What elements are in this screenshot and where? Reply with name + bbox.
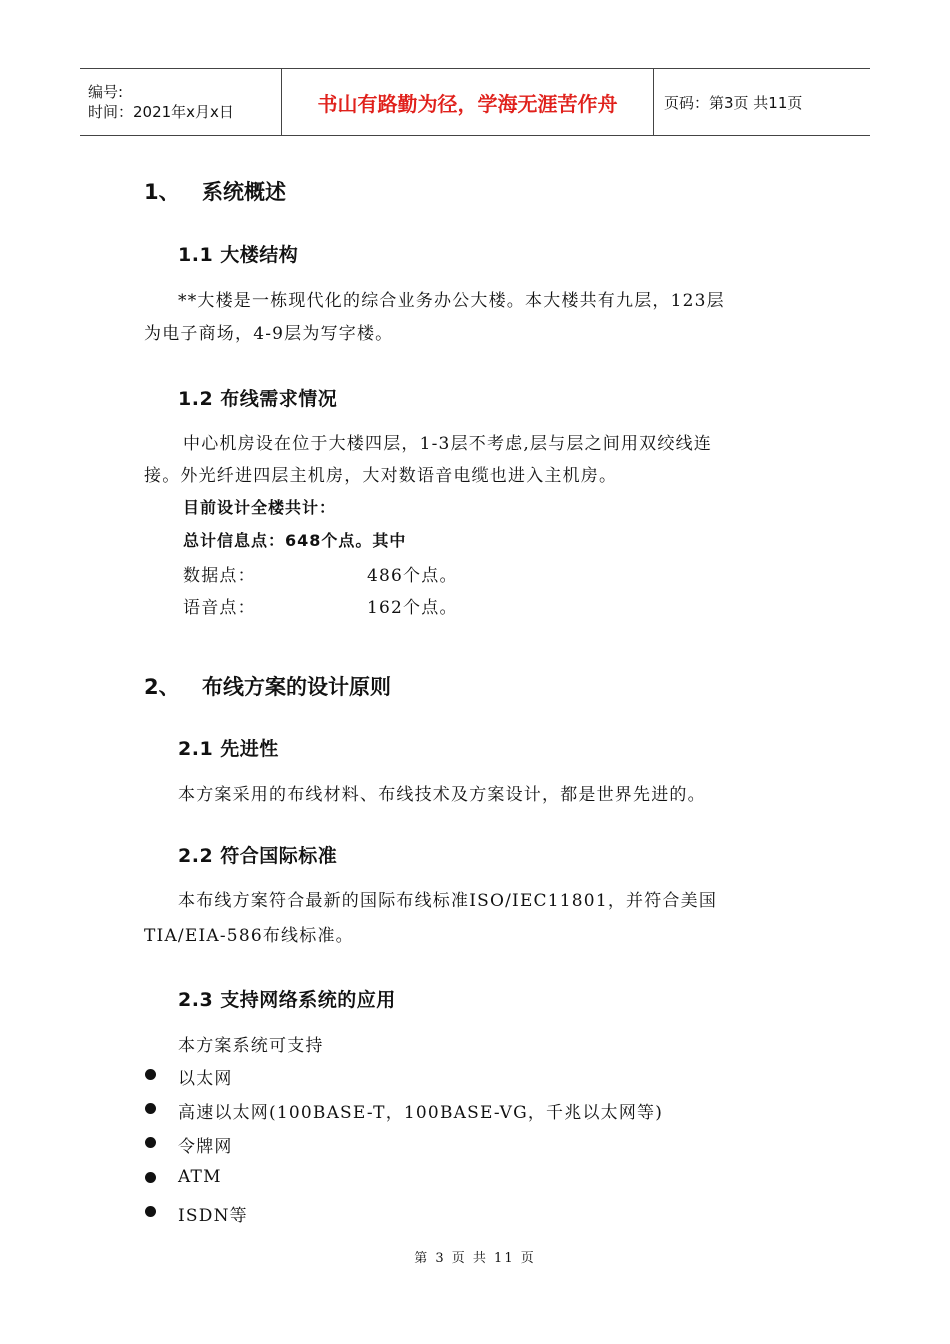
list-item: ATM <box>178 1167 222 1187</box>
section-1-number: 1、 <box>144 180 180 204</box>
voice-points-value: 162个点。 <box>367 598 458 618</box>
section-2-heading <box>144 671 391 701</box>
paragraph-line: **大楼是一栋现代化的综合业务办公大楼。本大楼共有九层，123层 <box>178 291 725 311</box>
data-points-row <box>183 561 458 586</box>
paragraph-line: 本方案采用的布线材料、布线技术及方案设计，都是世界先进的。 <box>178 785 706 805</box>
list-item: ISDN等 <box>178 1206 248 1226</box>
page-header <box>80 68 870 136</box>
bullet-icon <box>145 1206 156 1217</box>
paragraph-line: 本布线方案符合最新的国际布线标准ISO/IEC11801，并符合美国 <box>178 891 718 911</box>
section-2-number: 2、 <box>144 675 180 699</box>
section-2-3-title: 2.3 支持网络系统的应用 <box>178 989 396 1011</box>
paragraph-line: 中心机房设在位于大楼四层，1-3层不考虑,层与层之间用双绞线连 <box>183 434 712 454</box>
header-number-label: 编号: <box>88 83 124 101</box>
voice-points-row <box>183 593 458 618</box>
bullet-icon <box>145 1137 156 1148</box>
page-footer: 第 3 页 共 11 页 <box>414 1251 536 1266</box>
section-2-title: 布线方案的设计原则 <box>202 675 391 699</box>
header-meta <box>80 69 282 135</box>
list-item: 以太网 <box>178 1069 233 1089</box>
section-1-2-title: 1.2 布线需求情况 <box>178 388 338 410</box>
paragraph-line: 为电子商场，4-9层为写字楼。 <box>144 324 394 344</box>
section-1-heading <box>144 176 286 206</box>
header-page-info: 页码：第3页 共11页 <box>664 93 803 112</box>
support-intro: 本方案系统可支持 <box>178 1036 324 1056</box>
bullet-icon <box>145 1069 156 1080</box>
voice-points-label: 语音点： <box>183 598 256 618</box>
design-total-label: 目前设计全楼共计： <box>183 498 337 517</box>
total-points: 总计信息点：648个点。其中 <box>183 531 407 550</box>
section-1-title: 系统概述 <box>202 180 286 204</box>
header-date: 时间：2021年x月x日 <box>88 103 234 121</box>
section-1-1-title: 1.1 大楼结构 <box>178 244 299 266</box>
bullet-icon <box>145 1103 156 1114</box>
section-2-1-title: 2.1 先进性 <box>178 738 279 760</box>
data-points-value: 486个点。 <box>367 566 458 586</box>
bullet-icon <box>145 1172 156 1183</box>
list-item: 令牌网 <box>178 1137 233 1157</box>
section-2-2-title: 2.2 符合国际标准 <box>178 845 338 867</box>
header-motto: 书山有路勤为径，学海无涯苦作舟 <box>282 69 654 135</box>
list-item: 高速以太网(100BASE-T，100BASE-VG，千兆以太网等) <box>178 1103 664 1123</box>
data-points-label: 数据点： <box>183 566 256 586</box>
paragraph-line: 接。外光纤进四层主机房，大对数语音电缆也进入主机房。 <box>144 466 618 486</box>
paragraph-line: TIA/EIA-586布线标准。 <box>144 926 354 946</box>
